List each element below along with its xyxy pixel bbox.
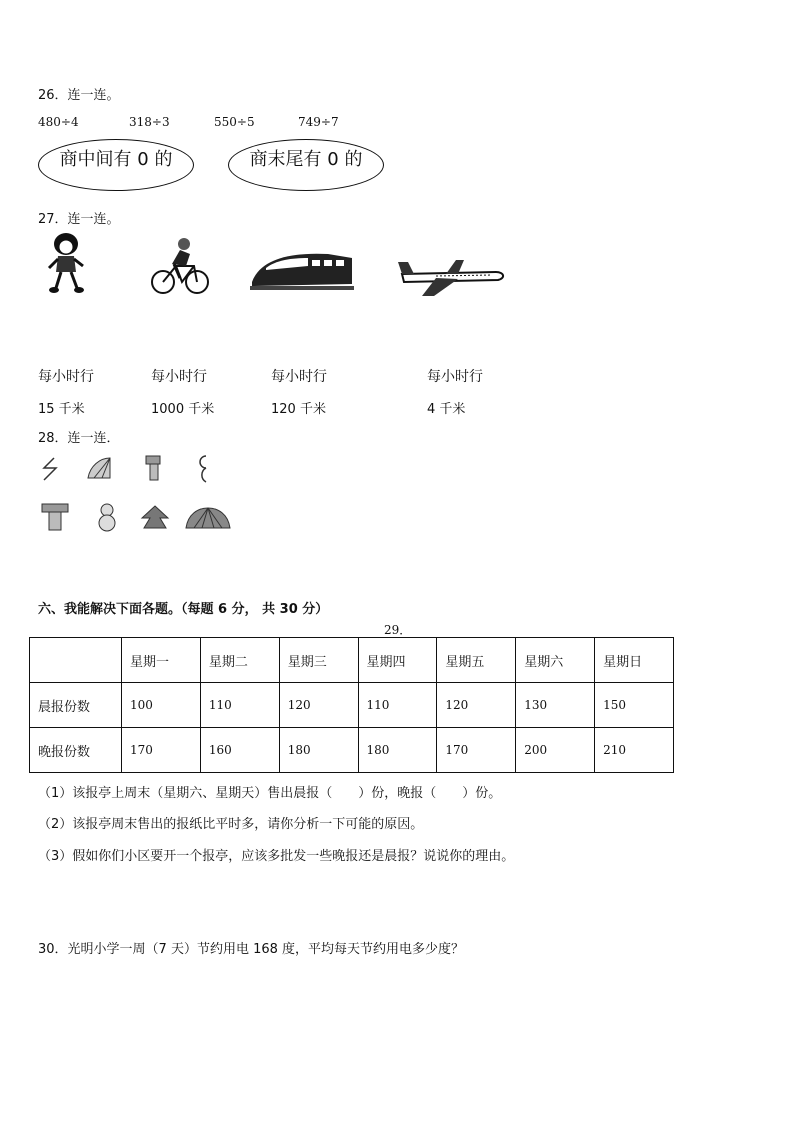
oval-end-zero-label: 商末尾有 0 的 [249, 149, 363, 170]
morning-sat: 130 [516, 683, 595, 728]
q29-number: 29． [384, 623, 412, 637]
speed-value-1: 15 千米 [38, 402, 85, 417]
oval-middle-zero [38, 139, 194, 191]
q30-text: 30．光明小学一周（7 天）节约用电 168 度，平均每天节约用电多少度？ [38, 942, 465, 957]
half-zigzag-icon [40, 456, 60, 482]
evening-sat: 200 [516, 728, 595, 773]
evening-thu: 180 [358, 728, 437, 773]
header-thursday: 星期四 [358, 638, 437, 683]
half-umbrella-icon [86, 456, 114, 480]
row-label-morning: 晨报份数 [30, 683, 122, 728]
q28-title: 28．连一连． [38, 431, 120, 446]
row-label-evening: 晚报份数 [30, 728, 122, 773]
subquestion-1: （1）该报亭上周末（星期六、星期天）售出晨报（ ）份，晚报（ ）份。 [38, 786, 502, 801]
table-corner-cell [30, 638, 122, 683]
cyclist-icon [150, 236, 210, 296]
header-tuesday: 星期二 [200, 638, 279, 683]
expression-1: 480÷4 [38, 115, 79, 129]
speed-value-4: 4 千米 [427, 402, 466, 417]
header-sunday: 星期日 [595, 638, 674, 683]
high-speed-train-icon [248, 246, 356, 292]
table-row [30, 728, 674, 773]
q27-title: 27．连一连。 [38, 212, 120, 227]
umbrella-icon [184, 506, 232, 530]
tree-icon [140, 504, 170, 530]
morning-wed: 120 [279, 683, 358, 728]
expression-3: 550÷5 [214, 115, 255, 129]
girl-walking-icon [44, 232, 88, 294]
expression-4: 749÷7 [298, 115, 339, 129]
expression-2: 318÷3 [129, 115, 170, 129]
morning-tue: 110 [200, 683, 279, 728]
morning-mon: 100 [122, 683, 201, 728]
newspaper-sales-table [29, 637, 674, 773]
half-snowman-icon [194, 454, 210, 484]
speed-label-1: 每小时行 [38, 369, 94, 385]
snowman-icon [96, 502, 118, 532]
evening-mon: 170 [122, 728, 201, 773]
speed-label-2: 每小时行 [151, 369, 207, 385]
header-monday: 星期一 [122, 638, 201, 683]
morning-thu: 110 [358, 683, 437, 728]
header-wednesday: 星期三 [279, 638, 358, 683]
evening-wed: 180 [279, 728, 358, 773]
q26-title: 26．连一连。 [38, 88, 120, 103]
morning-sun: 150 [595, 683, 674, 728]
speed-value-2: 1000 千米 [151, 402, 215, 417]
section-6-title: 六、我能解决下面各题。（每题 6 分， 共 30 分） [38, 602, 329, 617]
airplane-icon [396, 254, 508, 298]
header-friday: 星期五 [437, 638, 516, 683]
speed-label-4: 每小时行 [427, 369, 483, 385]
speed-value-3: 120 千米 [271, 402, 326, 417]
evening-sun: 210 [595, 728, 674, 773]
header-saturday: 星期六 [516, 638, 595, 683]
table-row [30, 683, 674, 728]
oval-end-zero [228, 139, 384, 191]
subquestion-3: （3）假如你们小区要开一个报亭，应该多批发一些晚报还是晨报？说说你的理由。 [38, 849, 515, 864]
oval-middle-zero-label: 商中间有 0 的 [59, 149, 173, 170]
evening-tue: 160 [200, 728, 279, 773]
house-icon [40, 502, 70, 532]
morning-fri: 120 [437, 683, 516, 728]
table-header-row [30, 638, 674, 683]
evening-fri: 170 [437, 728, 516, 773]
subquestion-2: （2）该报亭周末售出的报纸比平时多，请你分析一下可能的原因。 [38, 817, 424, 832]
speed-label-3: 每小时行 [271, 369, 327, 385]
half-house-icon [144, 454, 162, 482]
